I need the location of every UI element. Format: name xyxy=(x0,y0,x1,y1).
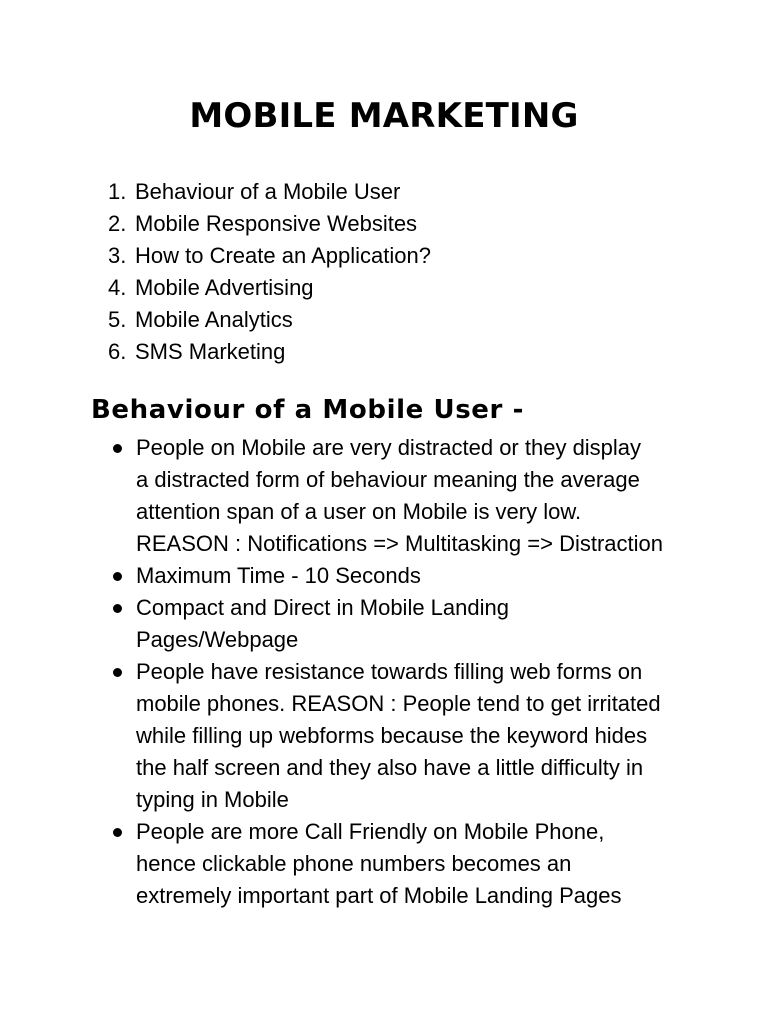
bullet-line: Maximum Time - 10 Seconds xyxy=(136,563,421,588)
bullet-line: REASON : Notifications => Multitasking => Distraction xyxy=(136,531,663,556)
bullet-line: People on Mobile are very distracted or they display xyxy=(136,435,642,460)
bullet-line: People have resistance towards filling web forms on xyxy=(136,659,643,684)
bullet-item xyxy=(108,656,688,816)
bullet-line: typing in Mobile xyxy=(136,787,289,812)
table-of-contents xyxy=(108,176,431,368)
bullet-dot-icon xyxy=(113,828,122,837)
toc-item xyxy=(108,336,431,368)
toc-item-number: 4. xyxy=(108,275,127,300)
bullet-item xyxy=(108,560,688,592)
bullet-item xyxy=(108,432,688,560)
bullet-line: Compact and Direct in Mobile Landing xyxy=(136,595,509,620)
document-title: MOBILE MARKETING xyxy=(189,96,579,136)
bullet-line: the half screen and they also have a little difficulty in xyxy=(136,755,644,780)
toc-item-label: Mobile Advertising xyxy=(135,275,314,300)
bullet-line: hence clickable phone numbers becomes an xyxy=(136,851,572,876)
bullet-line: mobile phones. REASON : People tend to get irritated xyxy=(136,691,661,716)
bullet-item xyxy=(108,816,688,912)
bullet-item xyxy=(108,592,688,656)
toc-item-label: Mobile Responsive Websites xyxy=(135,211,418,236)
bullet-dot-icon xyxy=(113,668,122,677)
bullet-dot-icon xyxy=(113,572,122,581)
toc-item-number: 5. xyxy=(108,307,127,332)
toc-item xyxy=(108,304,431,336)
bullet-line: People are more Call Friendly on Mobile Phone, xyxy=(136,819,605,844)
toc-item xyxy=(108,240,431,272)
toc-item-number: 3. xyxy=(108,243,127,268)
toc-item-number: 2. xyxy=(108,211,127,236)
bullet-line: attention span of a user on Mobile is very low. xyxy=(136,499,582,524)
bullet-dot-icon xyxy=(113,444,122,453)
toc-item-number: 6. xyxy=(108,339,127,364)
toc-item-label: How to Create an Application? xyxy=(135,243,431,268)
toc-item xyxy=(108,208,431,240)
bullet-line: Pages/Webpage xyxy=(136,627,299,652)
toc-item-label: Mobile Analytics xyxy=(135,307,293,332)
toc-item xyxy=(108,176,431,208)
toc-item xyxy=(108,272,431,304)
bullet-line: extremely important part of Mobile Landing Pages xyxy=(136,883,622,908)
bullet-list xyxy=(108,432,688,912)
bullet-line: a distracted form of behaviour meaning the average xyxy=(136,467,640,492)
toc-item-number: 1. xyxy=(108,179,127,204)
bullet-line: while filling up webforms because the keyword hides xyxy=(136,723,648,748)
toc-item-label: Behaviour of a Mobile User xyxy=(135,179,401,204)
toc-item-label: SMS Marketing xyxy=(135,339,286,364)
section-heading: Behaviour of a Mobile User - xyxy=(91,395,524,425)
bullet-dot-icon xyxy=(113,604,122,613)
